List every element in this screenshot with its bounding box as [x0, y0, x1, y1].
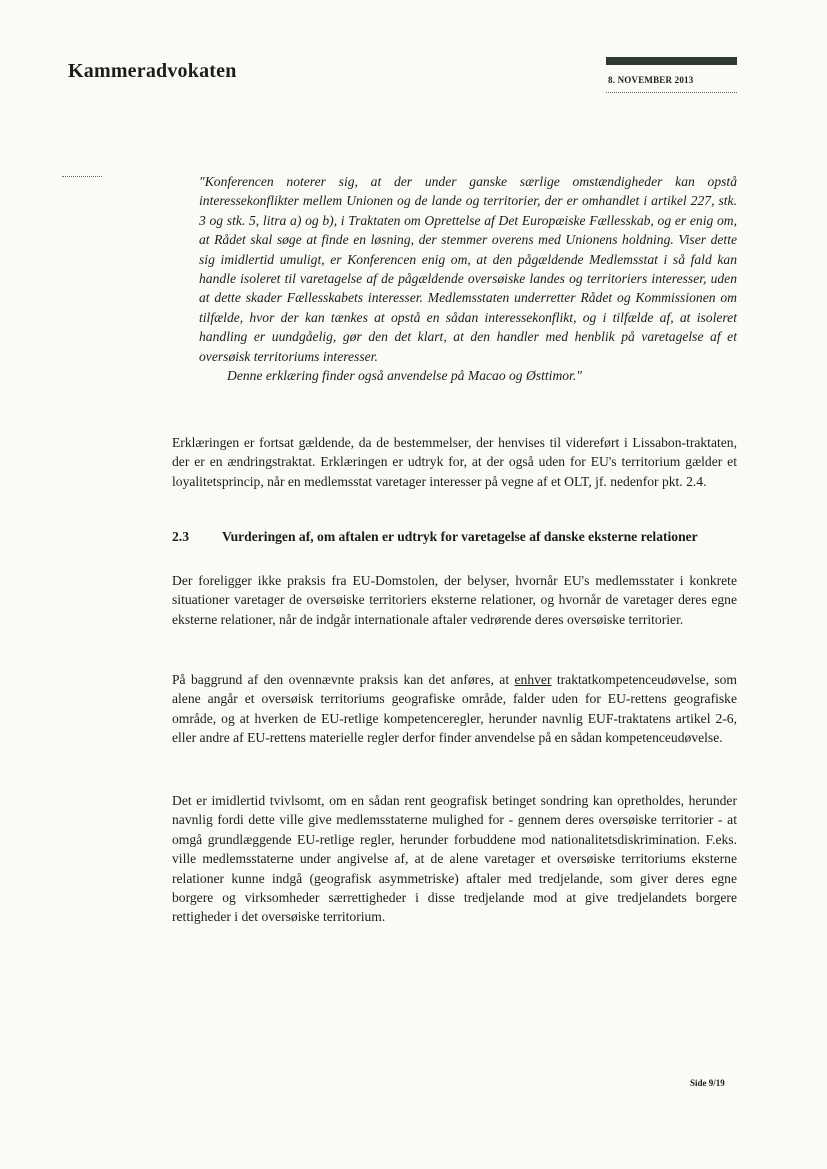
- margin-dotted-rule: [62, 176, 102, 177]
- body-paragraph-3: [172, 670, 737, 748]
- paragraph-text: Det er imidlertid tvivlsomt, om en sådan rent geografisk betinget sondring kan opretholdes, herunder navnlig fordi dette ville give medlemsstaterne mulighed for - gennem deres oversøiske territorier - at omgå grundlæggende EU-retlige regler, herunder forbuddene mod nationalitetsdiskrimination. F.eks. ville medlemsstaterne under angivelse af, at de alene varetager et oversøiske territoriums eksterne relationer kunne indgå (geografisk asymmetriske) aftaler med tredjelande, som giver deres egne borgere og virksomheder særrettigheder i disse tredjelande mod at give tredjelandets borgere rettigheder i det oversøiske territorium.: [172, 793, 737, 925]
- body-paragraph-1: [172, 433, 737, 491]
- body-paragraph-2: [172, 571, 737, 629]
- header-date: 8. NOVEMBER 2013: [608, 75, 694, 85]
- quote-closing-paragraph: Denne erklæring finder også anvendelse på Macao og Østtimor.": [227, 368, 582, 384]
- header-accent-bar: [606, 57, 737, 65]
- section-number: 2.3: [172, 529, 189, 544]
- section-title: Vurderingen af, om aftalen er udtryk for varetagelse af danske eksterne relationer: [222, 529, 698, 544]
- block-quote: [199, 172, 737, 385]
- paragraph-text: Der foreligger ikke praksis fra EU-Domstolen, der belyser, hvornår EU's medlemsstater i konkrete situationer varetager de oversøiske territoriers eksterne relationer, og hvornår de varetager deres egne eksterne relationer, når de indgår internationale aftaler vedrørende deres oversøiske territorier.: [172, 573, 737, 627]
- paragraph-text: [172, 670, 737, 748]
- page-header-title: Kammeradvokaten: [68, 60, 237, 82]
- paragraph-text-end: traktatkompetenceudøvelse, som alene angår et oversøisk territoriums geografiske område, falder uden for EU-rettens geografiske område, og at hverken de EU-retlige kompetenceregler, herunder navnlig EUF-traktatens artikel 2-6, eller andre af EU-rettens materielle regler derfor finder anvendelse på en sådan kompetenceudøvelse.: [172, 672, 737, 746]
- header-dotted-rule: [606, 92, 737, 93]
- page-number: Side 9/19: [690, 1078, 725, 1088]
- body-paragraph-4: [172, 791, 737, 927]
- underlined-emphasis: enhver: [514, 672, 552, 687]
- paragraph-text-start: På baggrund af den ovennævnte praksis kan det anføres, at: [172, 672, 515, 687]
- quote-paragraph: "Konferencen noterer sig, at der under ganske særlige omstændigheder kan opstå interessekonflikter mellem Unionen og de lande og territorier, der er omhandlet i artikel 227, stk. 3 og stk. 5, litra a) og b), i Traktaten om Oprettelse af Det Europæiske Fællesskab, og er enig om, at Rådet skal søge at finde en løsning, der stemmer overens med Unionens holdning. Viser dette sig imidlertid umuligt, er Konferencen enig om, at den pågældende Medlemsstat i så fald kan handle isoleret til varetagelse af de pågældende oversøiske landes og territoriers interesser, uden at dette skader Fællesskabets interesser. Medlemsstaten underretter Rådet og Kommissionen om tilfælde, hvor der kan tænkes at opstå en sådan interessekonflikt, og i tilfælde af, at isoleret handling er uundgåelig, gør den det klart, at den handler med henblik på varetagelse af et oversøisk territoriums interesser.: [199, 174, 737, 364]
- paragraph-text: Erklæringen er fortsat gældende, da de bestemmelser, der henvises til videreført i Lissabon-traktaten, der er en ændringstraktat. Erklæringen er udtryk for, at der også uden for EU's territorium gælder et loyalitetsprincip, når en medlemsstat varetager interesser på vegne af et OLT, jf. nedenfor pkt. 2.4.: [172, 435, 737, 489]
